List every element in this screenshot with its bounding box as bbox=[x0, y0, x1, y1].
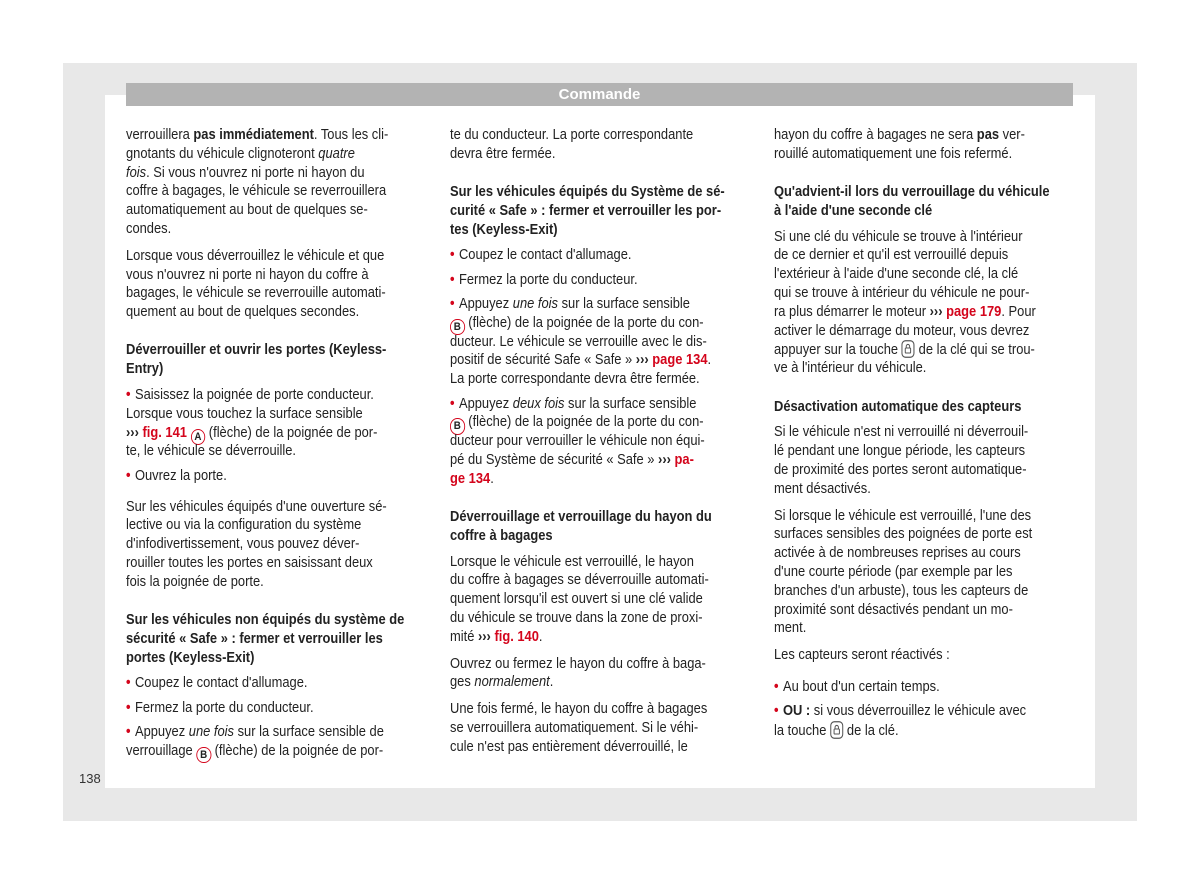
text-line bbox=[774, 601, 1077, 620]
text-run: ver- bbox=[999, 127, 1025, 143]
text-line bbox=[450, 126, 753, 145]
text-line bbox=[126, 247, 429, 266]
bullet-marker bbox=[774, 703, 783, 719]
cross-reference-link[interactable]: fig. 141 bbox=[142, 424, 187, 441]
text-run: portes (Keyless-Exit) bbox=[126, 649, 255, 666]
text-run: qui se trouve à intérieur du véhicule ne pour- bbox=[774, 285, 1030, 302]
lock-key-icon bbox=[902, 340, 915, 358]
bullet-item bbox=[450, 395, 753, 489]
text-line bbox=[126, 630, 429, 649]
text-run: verrouillage bbox=[126, 742, 197, 759]
text-line bbox=[774, 678, 1077, 697]
lock-key-icon bbox=[830, 721, 843, 739]
text-run: activée à de nombreuses reprises au cours bbox=[774, 545, 1021, 562]
bullet-marker bbox=[450, 272, 459, 288]
bullet-marker bbox=[450, 296, 459, 312]
bullet-marker bbox=[126, 724, 135, 740]
text-run: Appuyez bbox=[134, 724, 189, 741]
text-line bbox=[450, 202, 753, 221]
text-line bbox=[774, 228, 1077, 247]
text-run bbox=[187, 425, 191, 441]
bullet-item bbox=[774, 678, 1077, 697]
text-line bbox=[774, 702, 1077, 721]
paragraph bbox=[450, 553, 753, 647]
text-run: te, le véhicule se déverrouille. bbox=[126, 443, 297, 460]
text-line bbox=[774, 284, 1077, 303]
subheading bbox=[774, 398, 1077, 417]
text-run: Les capteurs seront réactivés : bbox=[774, 647, 950, 664]
text-run: Coupez le contact d'allumage. bbox=[458, 247, 632, 264]
text-run: (flèche) de la poignée de la porte du con- bbox=[464, 314, 704, 331]
paragraph bbox=[774, 423, 1077, 498]
text-line bbox=[774, 359, 1077, 378]
text-line bbox=[126, 573, 429, 592]
text-line bbox=[450, 655, 753, 674]
text-run: Coupez le contact d'allumage. bbox=[134, 675, 308, 692]
callout-marker: B bbox=[450, 319, 465, 336]
text-run: coffre à bagages, le véhicule se reverrouillera bbox=[126, 183, 387, 200]
text-run: mité bbox=[450, 628, 478, 645]
text-run: hayon du coffre à bagages ne sera bbox=[774, 127, 977, 143]
text-run: surfaces sensibles des poignées de porte est bbox=[774, 526, 1033, 543]
text-run: rouillé automatiquement une fois refermé. bbox=[774, 145, 1013, 162]
text-line bbox=[450, 673, 753, 692]
text-line bbox=[450, 271, 753, 290]
text-line bbox=[774, 721, 1077, 740]
subheading bbox=[774, 183, 1077, 221]
bold-text: pas immédiatement bbox=[193, 127, 314, 143]
text-run: Entry) bbox=[126, 361, 164, 378]
text-line bbox=[774, 423, 1077, 442]
reference-arrows: ››› bbox=[929, 303, 947, 320]
text-run: vous n'ouvrez ni porte ni hayon du coffre à bbox=[126, 266, 369, 283]
text-run: de proximité des portes seront automatique- bbox=[774, 461, 1027, 478]
text-run: . bbox=[707, 352, 712, 369]
text-line bbox=[450, 183, 753, 202]
text-run: Fermez la porte du conducteur. bbox=[134, 699, 314, 716]
text-line bbox=[774, 442, 1077, 461]
text-line bbox=[126, 467, 429, 486]
text-line bbox=[450, 508, 753, 527]
cross-reference-link[interactable]: ge 134 bbox=[450, 470, 491, 487]
text-line bbox=[126, 303, 429, 322]
text-line bbox=[126, 182, 429, 201]
text-line bbox=[450, 314, 753, 333]
text-run: Sur les véhicules non équipés du système de bbox=[126, 612, 405, 629]
bullet-item bbox=[126, 723, 429, 761]
text-run: La porte correspondante devra être fermée. bbox=[450, 371, 700, 388]
text-line bbox=[450, 451, 753, 470]
callout-marker: B bbox=[196, 747, 211, 764]
text-run: Ouvrez la porte. bbox=[134, 467, 227, 484]
text-run: Si lorsque le véhicule est verrouillé, l'une des bbox=[774, 507, 1032, 524]
text-run: Lorsque le véhicule est verrouillé, le hayon bbox=[450, 553, 694, 570]
text-run: branches d'un arbuste), tous les capteurs de bbox=[774, 582, 1029, 599]
text-run: te du conducteur. La porte correspondante bbox=[450, 127, 694, 143]
text-run: . Pour bbox=[1001, 303, 1036, 320]
text-line bbox=[774, 646, 1077, 665]
text-line bbox=[126, 649, 429, 668]
reference-arrows: ››› bbox=[658, 451, 675, 468]
text-run: Si une clé du véhicule se trouve à l'intérieur bbox=[774, 228, 1023, 245]
text-column-3 bbox=[774, 126, 1077, 740]
text-run: du coffre à bagages se déverrouille automati- bbox=[450, 572, 709, 589]
text-line bbox=[450, 351, 753, 370]
text-run: à l'aide d'une seconde clé bbox=[774, 202, 933, 219]
text-line bbox=[774, 303, 1077, 322]
text-line bbox=[450, 295, 753, 314]
text-line bbox=[126, 742, 429, 761]
text-run: lective ou via la configuration du système bbox=[126, 517, 362, 534]
text-run: Appuyez bbox=[458, 296, 513, 313]
text-line bbox=[126, 535, 429, 554]
reference-arrows: ››› bbox=[126, 424, 143, 441]
text-line bbox=[126, 405, 429, 424]
text-run: ra plus démarrer le moteur bbox=[774, 303, 930, 320]
reference-arrows: ››› bbox=[477, 628, 495, 645]
text-line bbox=[450, 145, 753, 164]
bullet-marker bbox=[126, 675, 135, 691]
text-run: Une fois fermé, le hayon du coffre à bagages bbox=[450, 701, 708, 718]
text-run: devra être fermée. bbox=[450, 145, 556, 162]
bullet-marker bbox=[450, 396, 459, 412]
text-run: positif de sécurité Safe « Safe » bbox=[450, 352, 636, 369]
section-header bbox=[126, 83, 1073, 106]
text-line bbox=[450, 333, 753, 352]
text-line bbox=[450, 628, 753, 647]
text-run: tes (Keyless-Exit) bbox=[450, 221, 558, 238]
text-line bbox=[774, 322, 1077, 341]
text-run: . bbox=[538, 628, 543, 645]
text-line bbox=[774, 461, 1077, 480]
text-run: bagages, le véhicule se reverrouille automati- bbox=[126, 285, 386, 302]
text-run: cule n'est pas entièrement déverrouillé, le bbox=[450, 738, 688, 755]
paragraph bbox=[774, 228, 1077, 378]
text-run: automatiquement au bout de quelques se- bbox=[126, 202, 368, 219]
text-column-1 bbox=[126, 126, 429, 761]
subheading bbox=[126, 341, 429, 379]
text-column-2 bbox=[450, 126, 753, 757]
text-run: ducteur pour verrouiller le véhicule non équi- bbox=[450, 433, 705, 450]
text-run: verrouillera bbox=[126, 127, 194, 143]
text-run: Saisissez la poignée de porte conducteur. bbox=[134, 387, 374, 404]
text-run: ve à l'intérieur du véhicule. bbox=[774, 360, 927, 377]
paragraph bbox=[450, 655, 753, 693]
bullet-marker bbox=[126, 387, 135, 403]
text-line bbox=[126, 498, 429, 517]
cross-reference-link[interactable]: fig. 140 bbox=[494, 628, 539, 645]
text-line bbox=[450, 432, 753, 451]
cross-reference-link[interactable]: page 134 bbox=[652, 352, 708, 369]
text-line bbox=[126, 164, 429, 183]
text-run: Qu'advient-il lors du verrouillage du véhicule bbox=[774, 184, 1050, 201]
bullet-item bbox=[450, 246, 753, 265]
callout-marker: B bbox=[450, 418, 465, 435]
text-line bbox=[126, 360, 429, 379]
text-run: lé pendant une longue période, les capteurs bbox=[774, 443, 1026, 460]
text-line bbox=[450, 246, 753, 265]
text-line bbox=[450, 221, 753, 240]
text-line bbox=[126, 699, 429, 718]
text-line bbox=[126, 554, 429, 573]
text-line bbox=[450, 470, 753, 489]
text-run: l'extérieur à l'aide d'une seconde clé, la clé bbox=[774, 266, 1019, 283]
text-run: Déverrouillage et verrouillage du hayon du bbox=[450, 509, 712, 526]
bullet-marker bbox=[774, 679, 783, 695]
text-run: curité « Safe » : fermer et verrouiller les por- bbox=[450, 202, 722, 219]
text-line bbox=[450, 571, 753, 590]
italic-text: une fois bbox=[512, 296, 558, 313]
bold-text: OU : bbox=[782, 703, 811, 720]
text-run: coffre à bagages bbox=[450, 527, 553, 544]
text-run: se verrouillera automatiquement. Si le véhi- bbox=[450, 720, 699, 737]
text-run: (flèche) de la poignée de por- bbox=[210, 742, 384, 759]
text-line bbox=[450, 553, 753, 572]
text-line bbox=[450, 413, 753, 432]
paragraph bbox=[774, 126, 1077, 164]
text-line bbox=[450, 395, 753, 414]
text-run: Ouvrez ou fermez le hayon du coffre à baga- bbox=[450, 655, 706, 672]
text-line bbox=[126, 201, 429, 220]
text-run: pé du Système de sécurité « Safe » bbox=[450, 451, 659, 468]
italic-text: fois bbox=[126, 164, 147, 181]
text-line bbox=[126, 266, 429, 285]
text-run: Appuyez bbox=[458, 395, 513, 412]
text-line bbox=[774, 619, 1077, 638]
text-run: si vous déverrouillez le véhicule avec bbox=[810, 703, 1027, 720]
text-line bbox=[774, 563, 1077, 582]
text-line bbox=[126, 424, 429, 443]
bullet-item bbox=[126, 699, 429, 718]
text-run: ment désactivés. bbox=[774, 480, 871, 497]
text-run: condes. bbox=[126, 220, 172, 237]
italic-text: deux fois bbox=[512, 395, 565, 412]
subheading bbox=[450, 183, 753, 239]
bullet-item bbox=[774, 702, 1077, 740]
text-run: de ce dernier et qu'il est verrouillé depuis bbox=[774, 247, 1009, 264]
text-line bbox=[774, 265, 1077, 284]
text-run: la touche bbox=[774, 723, 830, 740]
text-run: Au bout d'un certain temps. bbox=[782, 678, 940, 695]
page-number: 138 bbox=[79, 771, 101, 786]
paragraph bbox=[450, 700, 753, 756]
text-run: du véhicule se trouve dans la zone de proxi- bbox=[450, 610, 703, 627]
text-run: d'infodivertissement, vous pouvez déver- bbox=[126, 536, 360, 553]
text-run: (flèche) de la poignée de la porte du con- bbox=[464, 414, 704, 431]
text-run: fois la poignée de porte. bbox=[126, 573, 264, 590]
paragraph bbox=[450, 126, 753, 164]
bullet-item bbox=[450, 295, 753, 389]
italic-text: normalement bbox=[474, 674, 550, 691]
text-run: sur la surface sensible de bbox=[233, 724, 384, 741]
text-run: ducteur. Le véhicule se verrouille avec le dis- bbox=[450, 333, 707, 350]
subheading bbox=[450, 508, 753, 546]
text-run: . bbox=[549, 674, 554, 691]
text-line bbox=[774, 582, 1077, 601]
paragraph bbox=[774, 646, 1077, 665]
text-run: d'une courte période (par exemple par les bbox=[774, 563, 1013, 580]
cross-reference-link[interactable]: page 179 bbox=[946, 303, 1002, 320]
text-line bbox=[450, 609, 753, 628]
text-line bbox=[774, 507, 1077, 526]
text-line bbox=[774, 183, 1077, 202]
text-line bbox=[126, 386, 429, 405]
section-title: Commande bbox=[558, 86, 641, 103]
text-run: quement au bout de quelques secondes. bbox=[126, 304, 360, 321]
bullet-marker bbox=[126, 468, 135, 484]
bullet-item bbox=[126, 467, 429, 486]
text-line bbox=[126, 145, 429, 164]
text-run: ges bbox=[450, 674, 475, 691]
text-line bbox=[126, 220, 429, 239]
text-line bbox=[774, 145, 1077, 164]
text-run: . Tous les cli- bbox=[313, 127, 389, 143]
text-line bbox=[450, 738, 753, 757]
text-line bbox=[450, 370, 753, 389]
text-line bbox=[774, 340, 1077, 359]
text-run: Sur les véhicules équipés d'une ouverture sé- bbox=[126, 498, 387, 515]
bold-text: pas bbox=[976, 127, 1000, 143]
text-line bbox=[450, 527, 753, 546]
text-run: Fermez la porte du conducteur. bbox=[458, 271, 638, 288]
text-line bbox=[774, 126, 1077, 145]
text-run: Sur les véhicules équipés du Système de sé- bbox=[450, 184, 725, 201]
text-run: Déverrouiller et ouvrir les portes (Keyless- bbox=[126, 342, 387, 359]
text-run: sur la surface sensible bbox=[564, 395, 697, 412]
text-run: sur la surface sensible bbox=[557, 296, 690, 313]
text-run: Si le véhicule n'est ni verrouillé ni déverrouil- bbox=[774, 424, 1029, 441]
text-line bbox=[126, 284, 429, 303]
italic-text: une fois bbox=[188, 724, 234, 741]
text-run: sécurité « Safe » : fermer et verrouiller les bbox=[126, 630, 383, 647]
bullet-item bbox=[126, 674, 429, 693]
text-run: Désactivation automatique des capteurs bbox=[774, 398, 1022, 415]
text-line bbox=[450, 700, 753, 719]
italic-text: quatre bbox=[318, 145, 355, 162]
paragraph bbox=[126, 247, 429, 322]
text-line bbox=[126, 611, 429, 630]
text-run: ment. bbox=[774, 620, 807, 637]
text-line bbox=[774, 544, 1077, 563]
text-line bbox=[774, 480, 1077, 499]
paragraph bbox=[126, 126, 429, 239]
reference-arrows: ››› bbox=[635, 352, 653, 369]
text-run: proximité sont désactivés pendant un mo- bbox=[774, 601, 1013, 618]
text-run: . Si vous n'ouvrez ni porte ni hayon du bbox=[146, 164, 365, 181]
bullet-item bbox=[450, 271, 753, 290]
text-run: . bbox=[490, 470, 494, 487]
text-run: Lorsque vous déverrouillez le véhicule et que bbox=[126, 247, 385, 264]
text-run: rouiller toutes les portes en saisissant deux bbox=[126, 554, 373, 571]
text-run: Lorsque vous touchez la surface sensible bbox=[126, 405, 363, 422]
text-line bbox=[126, 674, 429, 693]
text-line bbox=[774, 246, 1077, 265]
text-line bbox=[126, 341, 429, 360]
subheading bbox=[126, 611, 429, 667]
cross-reference-link[interactable]: pa- bbox=[674, 451, 694, 468]
text-line bbox=[450, 719, 753, 738]
text-run: de la clé. bbox=[843, 723, 899, 740]
text-run: quement lorsqu'il est ouvert si une clé valide bbox=[450, 591, 703, 608]
paragraph bbox=[774, 507, 1077, 639]
bullet-marker bbox=[450, 247, 459, 263]
callout-marker: A bbox=[191, 429, 206, 446]
text-line bbox=[450, 590, 753, 609]
text-line bbox=[774, 398, 1077, 417]
text-line bbox=[126, 516, 429, 535]
paragraph bbox=[126, 498, 429, 592]
text-line bbox=[126, 723, 429, 742]
text-run: gnotants du véhicule clignoteront bbox=[126, 145, 319, 162]
bullet-item bbox=[126, 386, 429, 461]
text-line bbox=[774, 525, 1077, 544]
text-line bbox=[126, 442, 429, 461]
text-run: activer le démarrage du moteur, vous devrez bbox=[774, 322, 1030, 339]
bullet-marker bbox=[126, 700, 135, 716]
text-line bbox=[126, 126, 429, 145]
text-run: (flèche) de la poignée de por- bbox=[205, 424, 378, 441]
text-run: de la clé qui se trou- bbox=[915, 342, 1035, 359]
text-run: appuyer sur la touche bbox=[774, 342, 902, 359]
text-line bbox=[774, 202, 1077, 221]
